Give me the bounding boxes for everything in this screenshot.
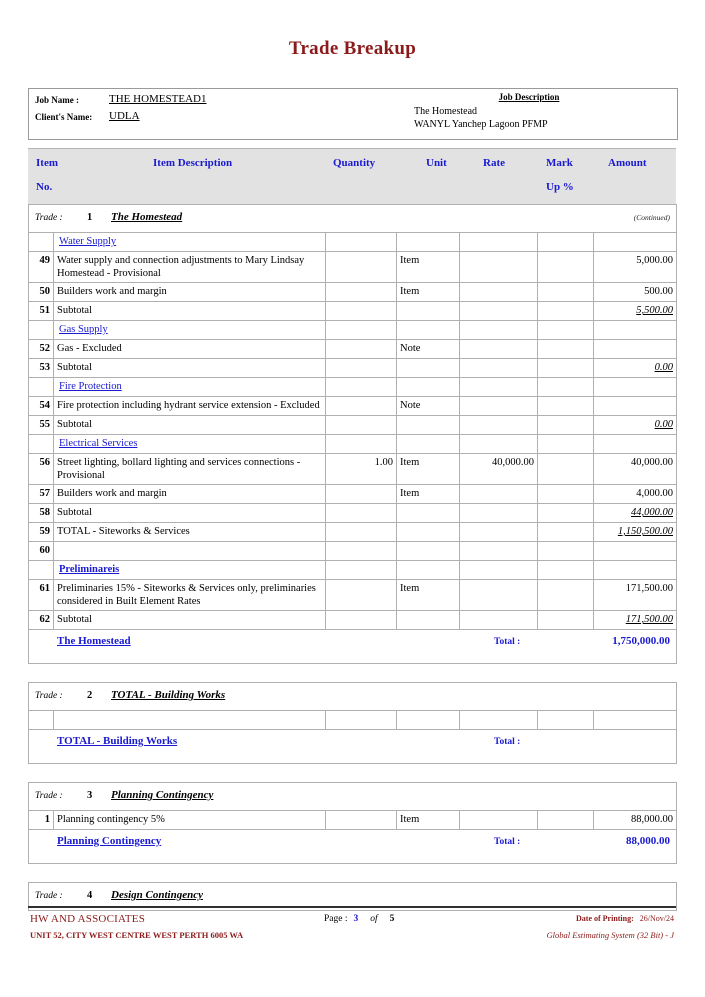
cell-markup xyxy=(538,397,594,416)
cell-item-no xyxy=(29,711,54,730)
cell-rate xyxy=(460,233,538,252)
cell-description: Builders work and margin xyxy=(54,485,326,504)
cell-quantity: 1.00 xyxy=(326,454,397,485)
cell-quantity xyxy=(326,359,397,378)
cell-description: Street lighting, bollard lighting and services connections - Provisional xyxy=(54,454,326,485)
cell-unit: Item xyxy=(397,811,460,830)
cell-rate xyxy=(460,611,538,630)
cell-item-no: 59 xyxy=(29,523,54,542)
cell-markup xyxy=(538,283,594,302)
subtotal-amount: 0.00 xyxy=(654,362,673,373)
cell-rate xyxy=(460,811,538,830)
cell-quantity xyxy=(326,611,397,630)
cell-item-no: 52 xyxy=(29,340,54,359)
cell-unit xyxy=(397,378,460,397)
page-title: Trade Breakup xyxy=(288,38,417,59)
trade-total-cell xyxy=(29,830,677,864)
cell-rate xyxy=(460,580,538,611)
cell-amount xyxy=(594,397,677,416)
cell-rate xyxy=(460,435,538,454)
cell-markup xyxy=(538,359,594,378)
table-row xyxy=(29,811,677,830)
table-row xyxy=(29,340,677,359)
cell-rate xyxy=(460,711,538,730)
column-header-rate: Rate xyxy=(483,157,505,169)
cell-item-no: 62 xyxy=(29,611,54,630)
table-row xyxy=(29,359,677,378)
table-row xyxy=(29,302,677,321)
cell-rate: 40,000.00 xyxy=(460,454,538,485)
print-date-value: 26/Nov/24 xyxy=(639,914,674,923)
job-description-line-1: The Homestead xyxy=(414,106,478,117)
trade-total-cell xyxy=(29,730,677,764)
cell-quantity xyxy=(326,340,397,359)
footer-row-primary xyxy=(28,913,676,930)
cell-description: Preliminaries 15% - Siteworks & Services only, preliminaries considered in Built Element Rates xyxy=(54,580,326,611)
cell-description: Water supply and connection adjustments to Mary Lindsay Homestead - Provisional xyxy=(54,252,326,283)
cell-amount xyxy=(594,435,677,454)
cell-unit xyxy=(397,561,460,580)
table-row xyxy=(29,397,677,416)
cell-unit: Item xyxy=(397,283,460,302)
cell-quantity xyxy=(326,302,397,321)
cell-unit xyxy=(397,233,460,252)
cell-unit: Note xyxy=(397,340,460,359)
job-description-label: Job Description xyxy=(498,92,560,102)
cell-description xyxy=(54,542,326,561)
trade-name: TOTAL - Building Works xyxy=(111,689,226,701)
column-header-amount: Amount xyxy=(608,157,647,169)
cell-item-no: 50 xyxy=(29,283,54,302)
footer-row-secondary xyxy=(28,930,676,947)
cell-markup xyxy=(538,561,594,580)
page-label: Page : xyxy=(324,914,348,924)
subtotal-amount: 5,500.00 xyxy=(636,305,673,316)
job-name-label: Job Name : xyxy=(35,95,79,105)
cell-amount: 171,500.00 xyxy=(594,580,677,611)
cell-unit xyxy=(397,302,460,321)
cell-unit xyxy=(397,542,460,561)
trade-number: 1 xyxy=(87,212,93,223)
page-of: of xyxy=(370,914,378,924)
trade-header-cell xyxy=(29,683,677,711)
cell-unit xyxy=(397,611,460,630)
cell-description: Planning contingency 5% xyxy=(54,811,326,830)
cell-section-label xyxy=(54,435,326,454)
trade-total-amount: 88,000.00 xyxy=(626,835,670,847)
cell-markup xyxy=(538,340,594,359)
cell-amount xyxy=(594,416,677,435)
cell-markup xyxy=(538,302,594,321)
trade-total-amount: 1,750,000.00 xyxy=(612,635,670,647)
table-row xyxy=(29,378,677,397)
column-header-description: Item Description xyxy=(153,157,233,169)
trade-table xyxy=(28,204,677,911)
section-label: Electrical Services xyxy=(59,438,138,449)
trade-total-label: Total : xyxy=(494,637,521,647)
column-header-quantity: Quantity xyxy=(333,157,376,169)
section-label: Preliminareis xyxy=(59,564,120,575)
section-label: Fire Protection xyxy=(59,381,122,392)
cell-amount xyxy=(594,302,677,321)
cell-rate xyxy=(460,359,538,378)
cell-unit: Item xyxy=(397,580,460,611)
cell-rate xyxy=(460,542,538,561)
subtotal-amount: 1,150,500.00 xyxy=(617,526,673,537)
cell-markup xyxy=(538,504,594,523)
trade-total-label: Total : xyxy=(494,737,521,747)
trade-header-cell xyxy=(29,205,677,233)
cell-markup xyxy=(538,811,594,830)
page-indicator xyxy=(324,914,394,924)
table-row xyxy=(29,485,677,504)
trade-header-row xyxy=(29,683,677,711)
cell-quantity xyxy=(326,580,397,611)
cell-rate xyxy=(460,416,538,435)
cell-description: Subtotal xyxy=(54,302,326,321)
cell-item-no xyxy=(29,378,54,397)
column-header-item: Item xyxy=(36,157,58,169)
job-info-left xyxy=(35,93,375,127)
trade-total-row xyxy=(29,730,677,764)
cell-rate xyxy=(460,378,538,397)
page-total: 5 xyxy=(389,914,395,924)
cell-rate xyxy=(460,252,538,283)
cell-unit xyxy=(397,435,460,454)
column-header-up-pct: Up % xyxy=(546,181,574,193)
trade-label: Trade : xyxy=(35,213,63,223)
trade-total-name: TOTAL - Building Works xyxy=(57,735,178,747)
cell-description xyxy=(54,711,326,730)
cell-item-no: 1 xyxy=(29,811,54,830)
cell-item-no: 49 xyxy=(29,252,54,283)
footer-company-name: HW AND ASSOCIATES xyxy=(30,913,146,925)
cell-markup xyxy=(538,233,594,252)
cell-amount: 500.00 xyxy=(594,283,677,302)
table-row xyxy=(29,454,677,485)
cell-amount xyxy=(594,233,677,252)
cell-quantity xyxy=(326,252,397,283)
cell-item-no: 54 xyxy=(29,397,54,416)
cell-markup xyxy=(538,523,594,542)
job-name-row xyxy=(35,93,375,108)
cell-quantity xyxy=(326,321,397,340)
cell-amount: 5,000.00 xyxy=(594,252,677,283)
cell-markup xyxy=(538,711,594,730)
cell-section-label xyxy=(54,321,326,340)
cell-item-no: 55 xyxy=(29,416,54,435)
cell-item-no: 56 xyxy=(29,454,54,485)
cell-rate xyxy=(460,523,538,542)
cell-quantity xyxy=(326,435,397,454)
table-row xyxy=(29,233,677,252)
table-spacer-row xyxy=(29,664,677,683)
cell-markup xyxy=(538,580,594,611)
trade-total-row xyxy=(29,630,677,664)
trade-name: Planning Contingency xyxy=(111,789,214,801)
footer-address: UNIT 52, CITY WEST CENTRE WEST PERTH 6005 WA xyxy=(30,930,244,940)
print-date-block xyxy=(576,914,674,923)
print-date-label: Date of Printing: xyxy=(576,914,634,923)
page-footer xyxy=(28,906,676,947)
trade-label: Trade : xyxy=(35,691,63,701)
table-spacer-row xyxy=(29,864,677,883)
cell-markup xyxy=(538,321,594,340)
cell-markup xyxy=(538,454,594,485)
trade-table-wrapper xyxy=(28,204,676,911)
cell-amount: 40,000.00 xyxy=(594,454,677,485)
cell-rate xyxy=(460,340,538,359)
table-row xyxy=(29,611,677,630)
cell-item-no: 53 xyxy=(29,359,54,378)
job-name-value: THE HOMESTEAD1 xyxy=(109,93,207,105)
cell-amount xyxy=(594,340,677,359)
cell-description: Subtotal xyxy=(54,611,326,630)
cell-quantity xyxy=(326,811,397,830)
table-row xyxy=(29,542,677,561)
cell-rate xyxy=(460,321,538,340)
cell-unit xyxy=(397,711,460,730)
cell-description: Subtotal xyxy=(54,504,326,523)
trade-number: 2 xyxy=(87,690,93,701)
table-row xyxy=(29,580,677,611)
cell-quantity xyxy=(326,283,397,302)
table-spacer-cell xyxy=(29,764,677,783)
trade-total-name: The Homestead xyxy=(57,635,131,647)
cell-item-no: 51 xyxy=(29,302,54,321)
trade-total-name: Planning Contingency xyxy=(57,835,162,847)
cell-item-no xyxy=(29,561,54,580)
cell-amount xyxy=(594,561,677,580)
cell-rate xyxy=(460,504,538,523)
cell-quantity xyxy=(326,504,397,523)
cell-amount xyxy=(594,378,677,397)
cell-description: Fire protection including hydrant service extension - Excluded xyxy=(54,397,326,416)
cell-amount xyxy=(594,523,677,542)
table-row xyxy=(29,252,677,283)
job-info-box xyxy=(28,88,678,140)
trade-number: 3 xyxy=(87,790,93,801)
cell-rate xyxy=(460,561,538,580)
trade-header-cell xyxy=(29,783,677,811)
trade-total-label: Total : xyxy=(494,837,521,847)
cell-item-no xyxy=(29,233,54,252)
cell-rate xyxy=(460,302,538,321)
cell-markup xyxy=(538,252,594,283)
cell-markup xyxy=(538,485,594,504)
section-label: Water Supply xyxy=(59,236,117,247)
cell-quantity xyxy=(326,233,397,252)
trade-label: Trade : xyxy=(35,791,63,801)
cell-rate xyxy=(460,283,538,302)
cell-amount: 4,000.00 xyxy=(594,485,677,504)
cell-description: Subtotal xyxy=(54,416,326,435)
column-header-unit: Unit xyxy=(426,157,447,169)
job-info-right xyxy=(384,92,674,131)
cell-unit xyxy=(397,416,460,435)
cell-markup xyxy=(538,542,594,561)
cell-amount xyxy=(594,611,677,630)
cell-amount xyxy=(594,504,677,523)
cell-description: Gas - Excluded xyxy=(54,340,326,359)
cell-rate xyxy=(460,485,538,504)
cell-quantity xyxy=(326,711,397,730)
cell-section-label xyxy=(54,561,326,580)
cell-markup xyxy=(538,435,594,454)
trade-name: Design Contingency xyxy=(111,889,203,901)
client-name-row xyxy=(35,110,375,125)
cell-unit xyxy=(397,504,460,523)
cell-unit xyxy=(397,321,460,340)
cell-amount xyxy=(594,711,677,730)
cell-item-no: 57 xyxy=(29,485,54,504)
cell-description: TOTAL - Siteworks & Services xyxy=(54,523,326,542)
page-current: 3 xyxy=(353,914,359,924)
cell-quantity xyxy=(326,416,397,435)
client-name-label: Client's Name: xyxy=(35,112,93,122)
cell-section-label xyxy=(54,378,326,397)
table-column-header xyxy=(28,148,676,206)
cell-unit: Note xyxy=(397,397,460,416)
cell-markup xyxy=(538,416,594,435)
cell-unit: Item xyxy=(397,454,460,485)
cell-item-no xyxy=(29,321,54,340)
cell-item-no: 58 xyxy=(29,504,54,523)
trade-continued-label: (Continued) xyxy=(633,213,670,222)
cell-quantity xyxy=(326,485,397,504)
subtotal-amount: 171,500.00 xyxy=(625,614,673,625)
cell-unit: Item xyxy=(397,252,460,283)
trade-name: The Homestead xyxy=(111,211,183,223)
cell-item-no xyxy=(29,435,54,454)
trade-total-row xyxy=(29,830,677,864)
table-row xyxy=(29,523,677,542)
client-name-value: UDLA xyxy=(109,110,140,122)
trade-header-row xyxy=(29,783,677,811)
cell-amount xyxy=(594,321,677,340)
cell-quantity xyxy=(326,378,397,397)
cell-item-no: 61 xyxy=(29,580,54,611)
table-row xyxy=(29,321,677,340)
cell-unit xyxy=(397,523,460,542)
cell-item-no: 60 xyxy=(29,542,54,561)
table-spacer-cell xyxy=(29,664,677,683)
cell-description: Builders work and margin xyxy=(54,283,326,302)
cell-unit: Item xyxy=(397,485,460,504)
cell-markup xyxy=(538,611,594,630)
table-row xyxy=(29,435,677,454)
cell-amount xyxy=(594,359,677,378)
cell-quantity xyxy=(326,561,397,580)
footer-system-name: Global Estimating System (32 Bit) - J xyxy=(546,930,674,940)
subtotal-amount: 44,000.00 xyxy=(631,507,673,518)
table-spacer-row xyxy=(29,764,677,783)
subtotal-amount: 0.00 xyxy=(654,419,673,430)
column-header-mark: Mark xyxy=(546,157,573,169)
table-row xyxy=(29,283,677,302)
table-row xyxy=(29,561,677,580)
job-description-line-2: WANYL Yanchep Lagoon PFMP xyxy=(414,119,548,130)
cell-unit xyxy=(397,359,460,378)
cell-amount: 88,000.00 xyxy=(594,811,677,830)
table-spacer-cell xyxy=(29,864,677,883)
cell-markup xyxy=(538,378,594,397)
table-row xyxy=(29,711,677,730)
trade-number: 4 xyxy=(87,890,93,901)
section-label: Gas Supply xyxy=(59,324,108,335)
trade-header-row xyxy=(29,205,677,233)
cell-amount xyxy=(594,542,677,561)
column-header-no: No. xyxy=(36,181,53,193)
cell-description: Subtotal xyxy=(54,359,326,378)
trade-total-cell xyxy=(29,630,677,664)
cell-quantity xyxy=(326,397,397,416)
cell-section-label xyxy=(54,233,326,252)
table-row xyxy=(29,416,677,435)
trade-label: Trade : xyxy=(35,891,63,901)
cell-quantity xyxy=(326,542,397,561)
cell-quantity xyxy=(326,523,397,542)
table-row xyxy=(29,504,677,523)
cell-rate xyxy=(460,397,538,416)
